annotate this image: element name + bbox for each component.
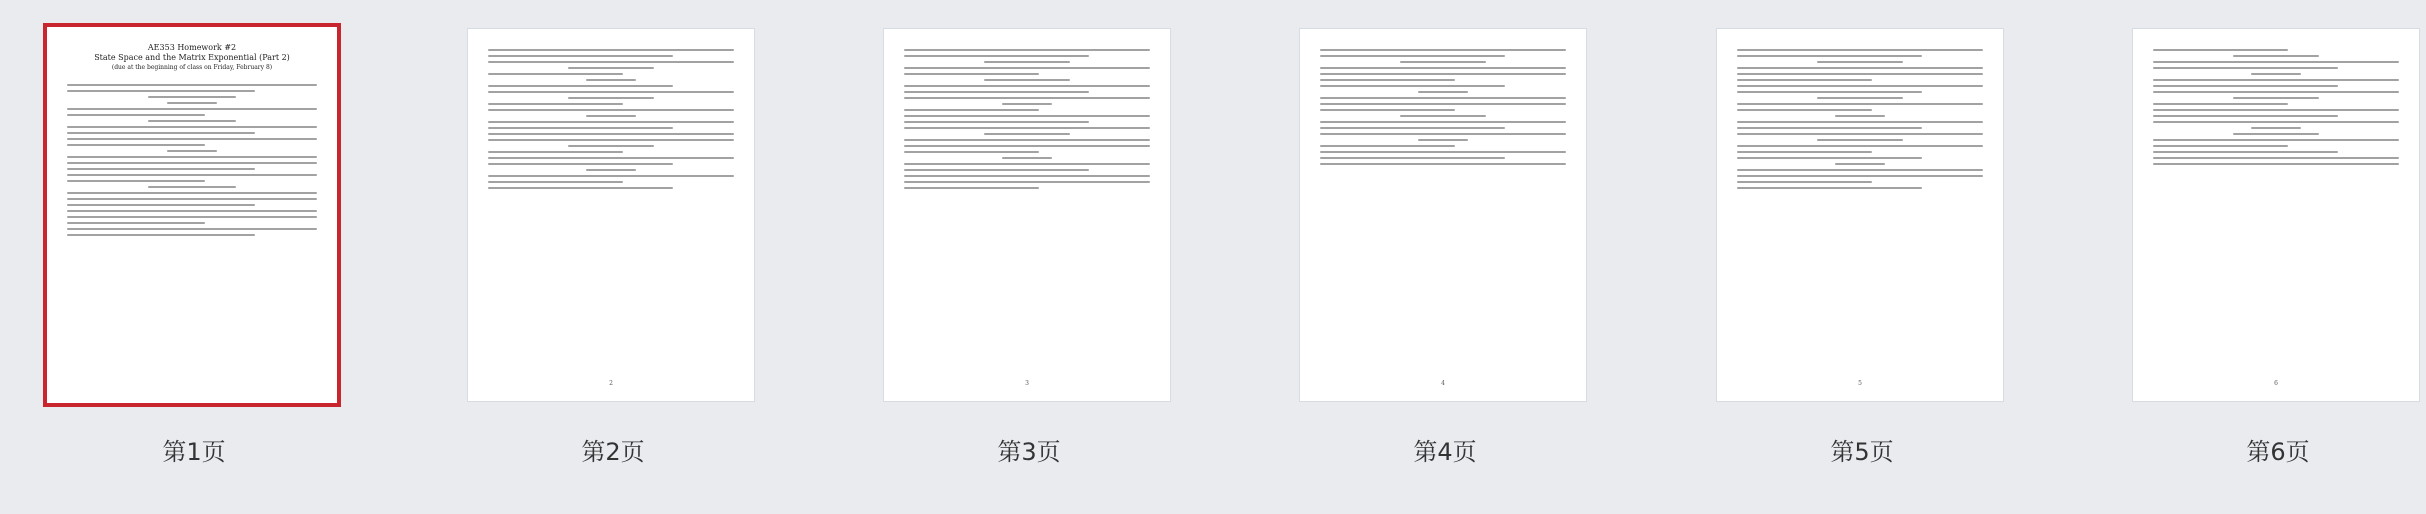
page-number: 5 [1858,380,1862,387]
doc-title: AE353 Homework #2 [147,43,237,52]
page-preview[interactable] [467,28,755,402]
page-label: 第1页 [162,438,226,466]
page-label: 第3页 [997,438,1061,466]
page-content [904,45,1150,193]
page-preview[interactable] [43,23,341,407]
doc-due-date: (due at the beginning of class on Friday, February 8) [111,64,273,71]
page-label: 第5页 [1830,438,1894,466]
page-number: 4 [1441,380,1445,387]
page-label: 第2页 [581,438,645,466]
doc-subtitle: State Space and the Matrix Exponential (Part 2) [94,53,290,62]
page-thumbnail-1[interactable] [48,28,340,466]
page-content [488,45,734,193]
page-thumbnail-2[interactable] [467,28,759,466]
page-content [1737,45,1983,193]
page-label: 第6页 [2246,438,2310,466]
page-number: 3 [1025,380,1029,387]
page-thumbnail-4[interactable] [1299,28,1591,466]
page-thumbnail-5[interactable] [1716,28,2008,466]
page-content [67,43,317,240]
page-label: 第4页 [1413,438,1477,466]
page-thumbnail-3[interactable] [883,28,1175,466]
page-content [1320,45,1566,169]
page-number: 6 [2274,380,2278,387]
page-preview[interactable] [1716,28,2004,402]
page-preview[interactable] [883,28,1171,402]
page-number: 2 [609,380,613,387]
page-preview[interactable] [2132,28,2420,402]
page-thumbnail-6[interactable] [2132,28,2424,466]
page-preview[interactable] [1299,28,1587,402]
page-content [2153,45,2399,169]
